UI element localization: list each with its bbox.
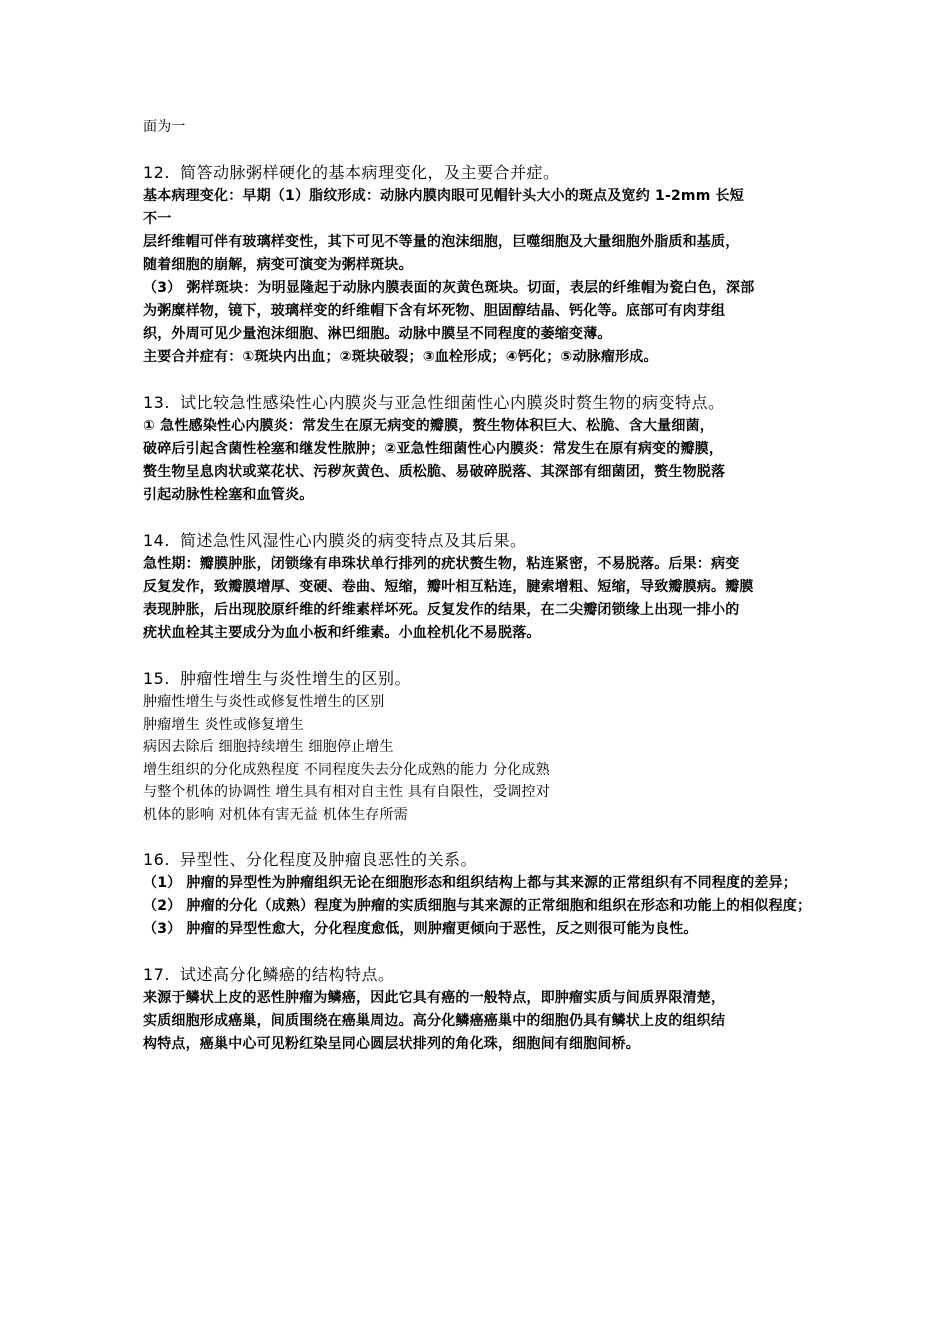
question-15 <box>143 667 815 826</box>
answer-line: 肿瘤性增生与炎性或修复性增生的区别 <box>143 694 385 710</box>
answer-line: 层纤维帽可伴有玻璃样变性，其下可见不等量的泡沫细胞，巨噬细胞及大量细胞外脂质和基质， <box>143 234 740 250</box>
answer-line: 随着细胞的崩解，病变可演变为粥样斑块。 <box>143 257 413 273</box>
question-text: 简述急性风湿性心内膜炎的病变特点及其后果。 <box>179 531 527 550</box>
list-item: （3） 肿瘤的异型性愈大，分化程度愈低，则肿瘤更倾向于恶性，反之则很可能为良性。 <box>143 921 698 937</box>
question-title <box>143 963 815 987</box>
question-number: 15. <box>143 669 170 688</box>
question-17 <box>143 963 815 1056</box>
question-number: 12. <box>143 163 170 182</box>
question-text: 试比较急性感染性心内膜炎与亚急性细菌性心内膜炎时赘生物的病变特点。 <box>179 393 725 412</box>
question-12 <box>143 161 815 369</box>
list-item: （1） 肿瘤的异型性为肿瘤组织无论在细胞形态和组织结构上都与其来源的正常组织有不同程度的差异； <box>143 875 798 891</box>
question-number: 17. <box>143 965 170 984</box>
question-text: 肿瘤性增生与炎性增生的区别。 <box>179 669 411 688</box>
document-page <box>143 116 815 1056</box>
question-number: 14. <box>143 531 170 550</box>
answer-line: 构特点，癌巢中心可见粉红染呈同心圆层状排列的角化珠，细胞间有细胞间桥。 <box>143 1036 640 1052</box>
answer-line: 增生组织的分化成熟程度 不同程度失去分化成熟的能力 分化成熟 <box>143 761 550 778</box>
question-title <box>143 391 815 415</box>
question-title <box>143 529 815 553</box>
question-title <box>143 667 815 691</box>
question-13 <box>143 391 815 507</box>
answer-line: 基本病理变化：早期（1）脂纹形成：动脉内膜肉眼可见帽针头大小的斑点及宽约 1-2mm 长短 <box>143 188 744 204</box>
answer-line: 机体的影响 对机体有害无益 机体生存所需 <box>143 806 408 823</box>
answer-line: 为粥糜样物，镜下，玻璃样变的纤维帽下含有坏死物、胆固醇结晶、钙化等。底部可有肉芽组 <box>143 303 726 319</box>
answer-line: （3） 粥样斑块：为明显隆起于动脉内膜表面的灰黄色斑块。切面，表层的纤维帽为瓷白色，深部 <box>143 280 755 296</box>
question-number: 16. <box>143 850 170 869</box>
question-16 <box>143 848 815 941</box>
answer-line: 不一 <box>143 211 172 227</box>
answer-line: 疣状血栓其主要成分为血小板和纤维素。小血栓机化不易脱落。 <box>143 625 541 641</box>
question-text: 简答动脉粥样硬化的基本病理变化，及主要合并症。 <box>179 163 560 182</box>
answer-line: 引起动脉性栓塞和血管炎。 <box>143 487 314 503</box>
question-title <box>143 848 815 872</box>
answer-line: 反复发作，致瓣膜增厚、变硬、卷曲、短缩，瓣叶相互粘连，腱索增粗、短缩，导致瓣膜病。瓣膜 <box>143 579 754 595</box>
answer-line: 主要合并症有：①斑块内出血；②斑块破裂；③血栓形成；④钙化；⑤动脉瘤形成。 <box>143 349 658 365</box>
answer-line: 破碎后引起含菌性栓塞和继发性脓肿；②亚急性细菌性心内膜炎：常发生在原有病变的瓣膜， <box>143 441 724 457</box>
intro-text: 面为一 <box>143 119 186 135</box>
answer-line: 病因去除后 细胞持续增生 细胞停止增生 <box>143 739 394 755</box>
answer-line: 赘生物呈息肉状或菜花状、污秽灰黄色、质松脆、易破碎脱落、其深部有细菌团，赘生物脱落 <box>143 464 726 480</box>
question-14 <box>143 529 815 645</box>
question-number: 13. <box>143 393 170 412</box>
list-item: （2） 肿瘤的分化（成熟）程度为肿瘤的实质细胞与其来源的正常细胞和组织在形态和功能上的相似程度； <box>143 898 812 914</box>
answer-line: 织，外周可见少量泡沫细胞、淋巴细胞。动脉中膜呈不同程度的萎缩变薄。 <box>143 326 612 342</box>
question-title <box>143 161 815 185</box>
answer-line: 急性期：瓣膜肿胀，闭锁缘有串珠状单行排列的疣状赘生物，粘连紧密，不易脱落。后果：病变 <box>143 556 740 572</box>
answer-line: ① 急性感染性心内膜炎：常发生在原无病变的瓣膜，赘生物体积巨大、松脆、含大量细菌， <box>143 418 714 434</box>
answer-line: 肿瘤增生 炎性或修复增生 <box>143 716 304 733</box>
answer-line: 表现肿胀，后出现胶原纤维的纤维素样坏死。反复发作的结果，在二尖瓣闭锁缘上出现一排小的 <box>143 602 740 618</box>
question-text: 异型性、分化程度及肿瘤良恶性的关系。 <box>179 850 477 869</box>
answer-line: 实质细胞形成癌巢，间质围绕在癌巢周边。高分化鳞癌癌巢中的细胞仍具有鳞状上皮的组织结 <box>143 1013 726 1029</box>
question-text: 试述高分化鳞癌的结构特点。 <box>179 965 395 984</box>
answer-line: 与整个机体的协调性 增生具有相对自主性 具有自限性，受调控对 <box>143 784 550 800</box>
answer-line: 来源于鳞状上皮的恶性肿瘤为鳞癌，因此它具有癌的一般特点，即肿瘤实质与间质界限清楚， <box>143 990 726 1006</box>
